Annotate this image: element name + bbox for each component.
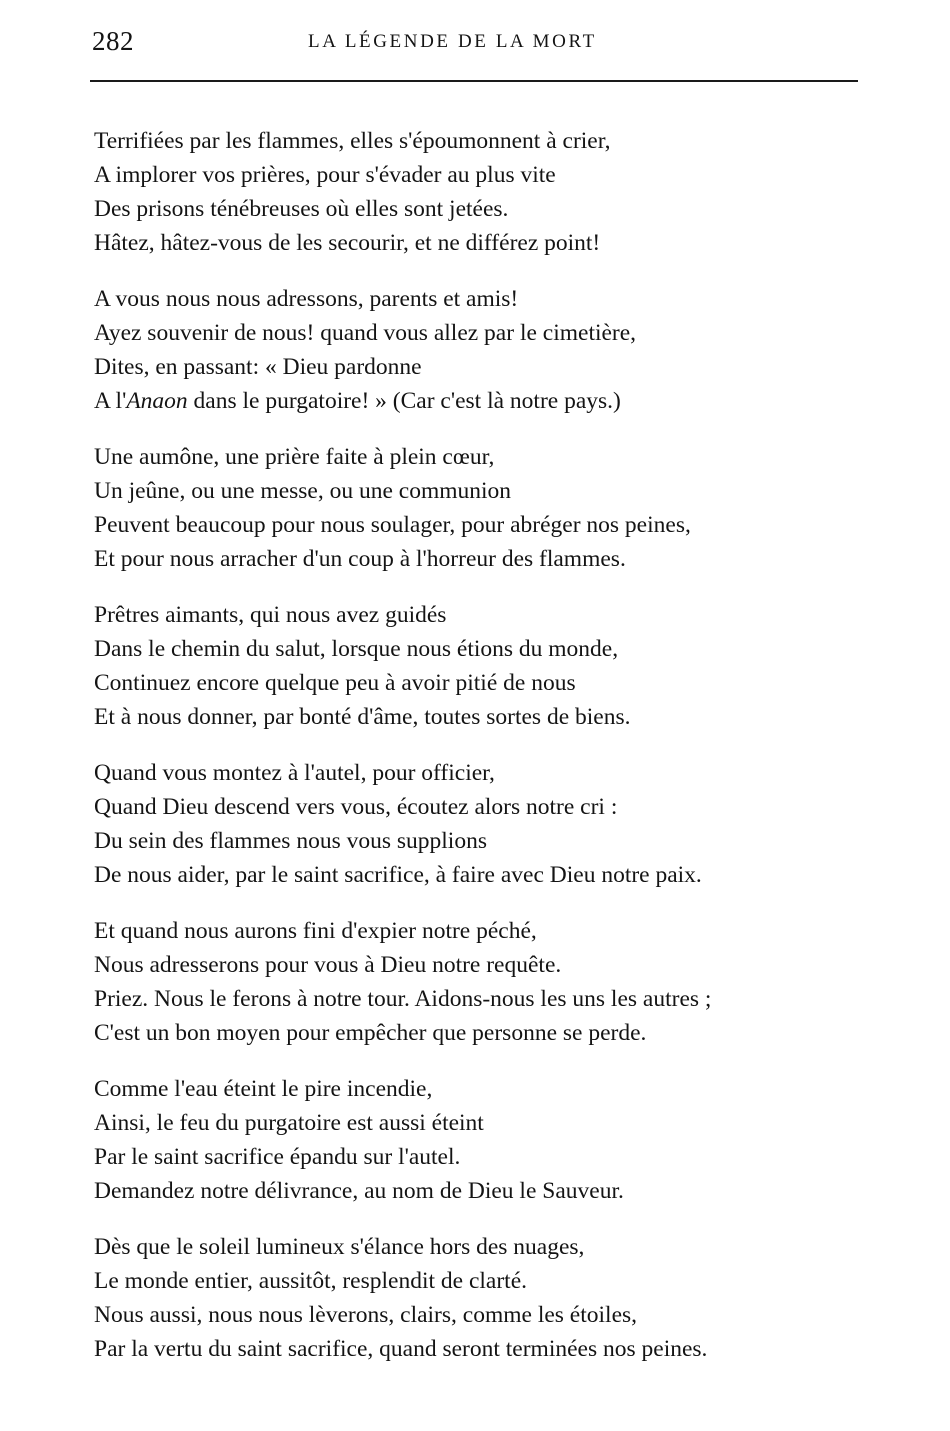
verse-text: A l' [94, 388, 127, 414]
stanza [94, 124, 884, 282]
stanza [94, 282, 884, 440]
italic-word: Anaon [126, 388, 188, 414]
verse-line: Dites, en passant: « Dieu pardonne [94, 354, 422, 380]
verse-line: Demandez notre délivrance, au nom de Dieu le Sauveur. [94, 1178, 624, 1204]
verse-line: Quand vous montez à l'autel, pour officier, [94, 760, 495, 786]
verse-line: Quand Dieu descend vers vous, écoutez alors notre cri : [94, 794, 618, 820]
page-number: 282 [92, 26, 134, 56]
stanza [94, 914, 884, 1072]
verse-line: Terrifiées par les flammes, elles s'époumonnent à crier, [94, 128, 611, 154]
verse-line: Des prisons ténébreuses où elles sont jetées. [94, 196, 509, 222]
verse-line: A vous nous nous adressons, parents et amis! [94, 286, 519, 312]
verse-line [94, 384, 884, 418]
header-rule [90, 80, 858, 82]
verse-line: Du sein des flammes nous vous supplions [94, 828, 487, 854]
verse-line: De nous aider, par le saint sacrifice, à faire avec Dieu notre paix. [94, 862, 702, 888]
stanza [94, 440, 884, 598]
verse-line: Continuez encore quelque peu à avoir pitié de nous [94, 670, 576, 696]
verse-line: Prêtres aimants, qui nous avez guidés [94, 602, 447, 628]
verse-line: Nous adresserons pour vous à Dieu notre requête. [94, 952, 562, 978]
stanza [94, 1072, 884, 1230]
verse-line: Peuvent beaucoup pour nous soulager, pour abréger nos peines, [94, 512, 691, 538]
verse-line: A implorer vos prières, pour s'évader au plus vite [94, 162, 556, 188]
verse-line: Priez. Nous le ferons à notre tour. Aidons-nous les uns les autres ; [94, 986, 712, 1012]
verse-line: Dès que le soleil lumineux s'élance hors des nuages, [94, 1234, 585, 1260]
page-header [90, 24, 860, 60]
poem [94, 124, 884, 1388]
stanza [94, 756, 884, 914]
verse-line: Ainsi, le feu du purgatoire est aussi éteint [94, 1110, 484, 1136]
running-title: LA LÉGENDE DE LA MORT [308, 31, 597, 52]
verse-line: Par le saint sacrifice épandu sur l'autel. [94, 1144, 461, 1170]
verse-line: Un jeûne, ou une messe, ou une communion [94, 478, 512, 504]
stanza [94, 1230, 884, 1388]
verse-line: Et quand nous aurons fini d'expier notre péché, [94, 918, 537, 944]
verse-line: Ayez souvenir de nous! quand vous allez par le cimetière, [94, 320, 637, 346]
verse-line: C'est un bon moyen pour empêcher que personne se perde. [94, 1020, 647, 1046]
verse-line: Hâtez, hâtez-vous de les secourir, et ne différez point! [94, 230, 601, 256]
verse-line: Dans le chemin du salut, lorsque nous étions du monde, [94, 636, 619, 662]
verse-line: Nous aussi, nous nous lèverons, clairs, comme les étoiles, [94, 1302, 638, 1328]
verse-line: Le monde entier, aussitôt, resplendit de clarté. [94, 1268, 528, 1294]
verse-line: Comme l'eau éteint le pire incendie, [94, 1076, 433, 1102]
stanza [94, 598, 884, 756]
verse-line: Et pour nous arracher d'un coup à l'horreur des flammes. [94, 546, 626, 572]
verse-line: Et à nous donner, par bonté d'âme, toutes sortes de biens. [94, 704, 631, 730]
verse-line: Une aumône, une prière faite à plein cœur, [94, 444, 495, 470]
verse-text: dans le purgatoire! » (Car c'est là notre pays.) [187, 388, 621, 414]
verse-line: Par la vertu du saint sacrifice, quand seront terminées nos peines. [94, 1336, 708, 1362]
